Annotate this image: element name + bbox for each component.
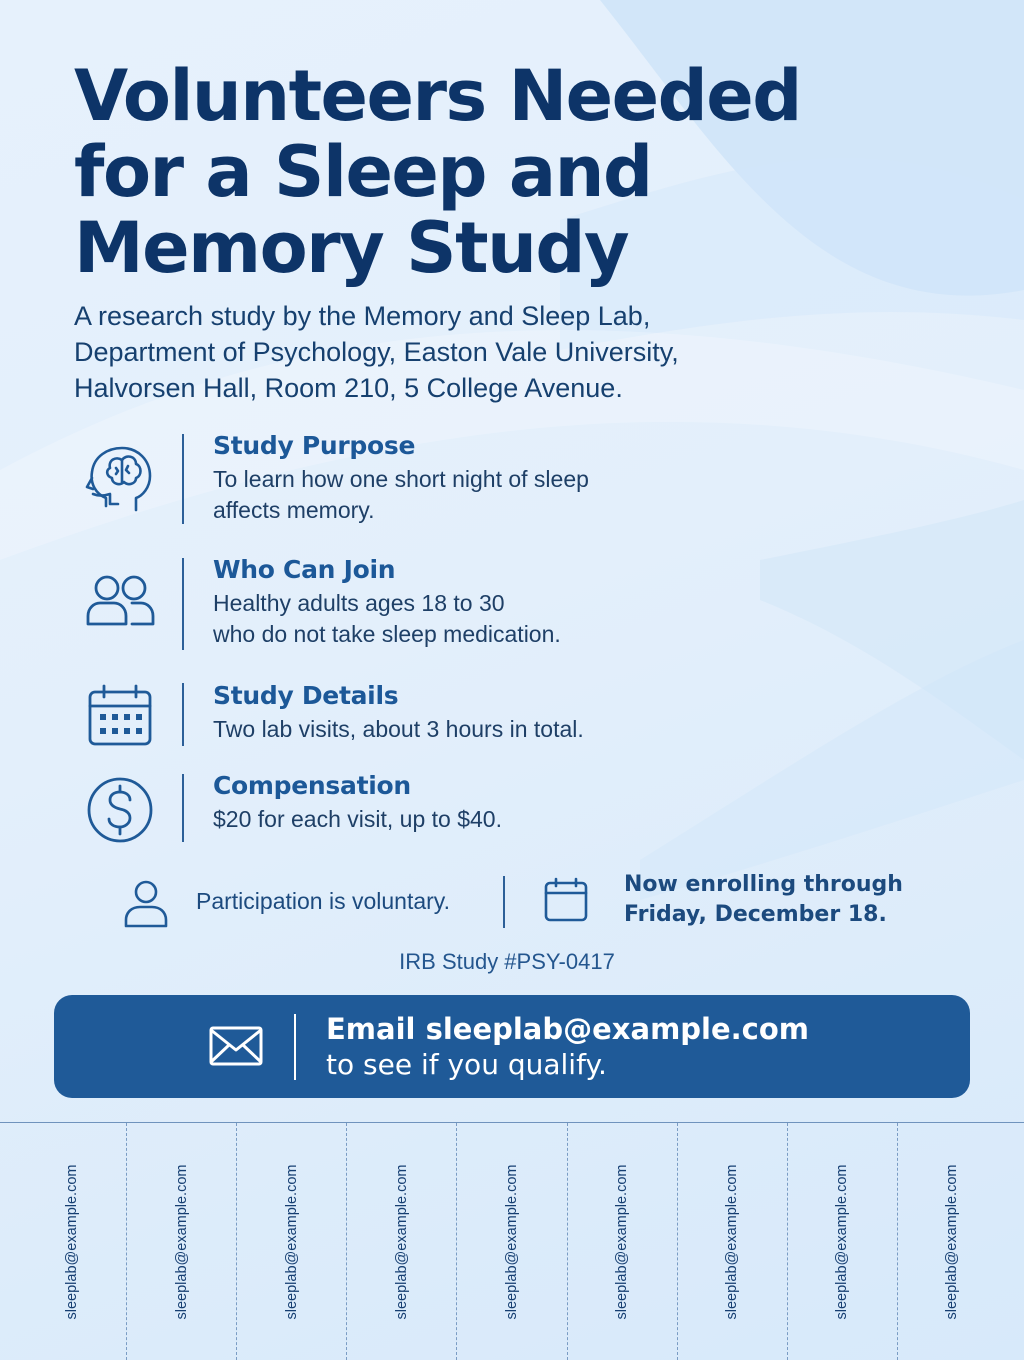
calendar-icon (540, 874, 592, 926)
tear-off-tab[interactable] (567, 1123, 677, 1360)
tab-email: sleeplab@example.com (834, 1164, 851, 1319)
tab-email: sleeplab@example.com (63, 1164, 80, 1319)
cta-divider (294, 1014, 296, 1080)
tear-off-tabs (17, 1123, 1007, 1360)
info-body: Healthy adults ages 18 to 30 who do not take sleep medication. (213, 590, 561, 647)
tab-email: sleeplab@example.com (614, 1164, 631, 1319)
person-icon (118, 874, 174, 930)
info-body: To learn how one short night of sleep affects memory. (213, 466, 589, 523)
info-divider (182, 774, 184, 842)
tear-off-tab[interactable] (456, 1123, 566, 1360)
voluntary-note: Participation is voluntary. (196, 888, 450, 914)
flyer-title: Volunteers Needed for a Sleep and Memory Study (74, 55, 801, 289)
tab-email: sleeplab@example.com (944, 1164, 961, 1319)
email-cta-banner[interactable] (54, 995, 970, 1098)
cta-email-text[interactable]: Email sleeplab@example.com (326, 1012, 810, 1046)
tear-off-tab[interactable] (897, 1123, 1007, 1360)
notes-divider (503, 876, 505, 928)
info-text (213, 430, 773, 526)
info-body: $20 for each visit, up to $40. (213, 806, 502, 832)
envelope-icon (208, 1023, 264, 1069)
brain-head-icon (80, 438, 160, 518)
info-divider (182, 434, 184, 524)
tab-email: sleeplab@example.com (283, 1164, 300, 1319)
info-heading: Compensation (213, 771, 411, 800)
info-divider (182, 683, 184, 746)
tab-email: sleeplab@example.com (393, 1164, 410, 1319)
tear-off-tab[interactable] (17, 1123, 126, 1360)
info-divider (182, 558, 184, 650)
tab-email: sleeplab@example.com (173, 1164, 190, 1319)
dollar-coin-icon (80, 770, 160, 850)
info-text (213, 680, 773, 745)
info-heading: Who Can Join (213, 555, 396, 584)
tear-off-tab[interactable] (787, 1123, 897, 1360)
info-text (213, 770, 773, 835)
info-heading: Study Purpose (213, 431, 416, 460)
info-text (213, 554, 773, 650)
tear-off-tab[interactable] (126, 1123, 236, 1360)
info-heading: Study Details (213, 681, 399, 710)
people-icon (80, 560, 160, 640)
flyer-subtitle: A research study by the Memory and Sleep Lab, Department of Psychology, Easton Vale University, Halvorsen Hall, Room 210, 5 College Avenue. (74, 301, 679, 403)
enrollment-deadline: Now enrolling through Friday, December 18. (624, 872, 903, 927)
cta-qualify-text: to see if you qualify. (326, 1048, 607, 1081)
tear-off-tab[interactable] (677, 1123, 787, 1360)
irb-study-number: IRB Study #PSY-0417 (399, 949, 615, 974)
tab-email: sleeplab@example.com (724, 1164, 741, 1319)
tab-email: sleeplab@example.com (503, 1164, 520, 1319)
tear-off-tab[interactable] (236, 1123, 346, 1360)
info-body: Two lab visits, about 3 hours in total. (213, 716, 584, 742)
tear-off-tab[interactable] (346, 1123, 456, 1360)
calendar-icon (80, 680, 160, 760)
